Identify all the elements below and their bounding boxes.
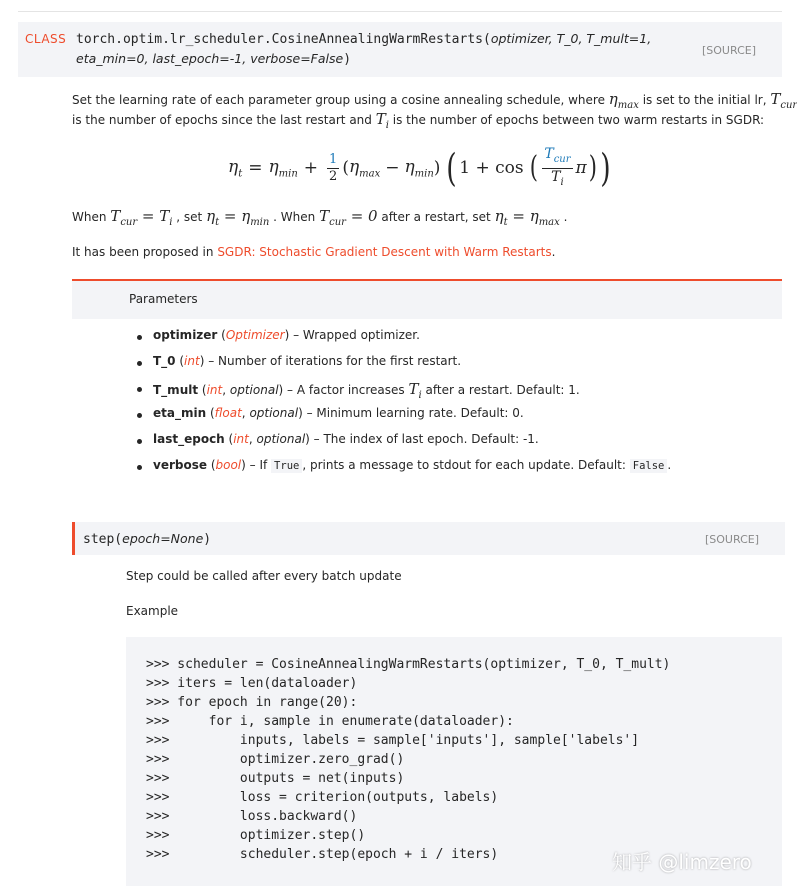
param-item: T_mult (int, optional) – A factor increases $T_i$ after a restart. Default: 1. [137,380,671,406]
eta-t-symbol: $\eta_t = \eta_{min}$ [206,207,270,228]
code-line [146,790,498,805]
t-cur-symbol: $T_{cur} = T_i$ [110,207,173,228]
sgdr-paper-link[interactable]: SGDR: Stochastic Gradient Descent with Warm Restarts [217,245,552,259]
when-line [72,207,567,228]
desc-text: is set to the initial lr, [642,93,767,107]
eta-t-max: $\eta_t = \eta_{max}$ [494,207,560,228]
class-signature [18,22,782,77]
step-description: Step could be called after every batch update [126,569,402,583]
when-text: . [563,210,568,224]
source-link[interactable]: [SOURCE] [701,44,756,57]
step-name [83,531,211,547]
step-source-link[interactable]: [SOURCE] [704,533,759,546]
param-desc: after a restart. Default: 1. [425,383,580,397]
description-line-2 [72,110,764,131]
parameters-list [137,328,671,484]
code-text: >>> loss.backward() [146,809,358,824]
param-desc: Minimum learning rate. Default: 0. [316,406,524,420]
param-item: eta_min (float, optional) – Minimum learning rate. Default: 0. [137,406,671,432]
param-item: T_0 (int) – Number of iterations for the first restart. [137,354,671,380]
code-text: >>> outputs = net(inputs) [146,771,405,786]
code-line [146,695,357,710]
example-label: Example [126,604,179,618]
inline-code: True [271,459,302,473]
proposed-text: It has been proposed in [72,245,214,259]
step-method-signature [72,522,785,555]
param-name: optimizer [153,328,218,342]
code-line [146,771,404,786]
code-text: >>> inputs, labels = sample['inputs'], sample['labels'] [146,733,640,748]
code-text: >>> for epoch in range(20): [146,695,358,710]
t-cur-symbol: $T_{cur}$ [770,90,797,111]
code-line [146,657,670,672]
inline-code: False [630,459,668,473]
param-optional: optional [256,432,306,446]
watermark: 知乎 @limzero [612,850,752,874]
code-text: >>> optimizer.zero_grad() [146,752,405,767]
param-item: optimizer (Optimizer) – Wrapped optimizer. [137,328,671,354]
code-text: >>> iters = len(dataloader) [146,676,358,691]
class-keyword: CLASS [25,32,67,46]
desc-text: is the number of epochs between two warm restarts in SGDR: [392,113,765,127]
code-line [146,714,514,729]
param-type-link[interactable]: Optimizer [225,328,285,342]
code-text: >>> scheduler = CosineAnnealingWarmRestarts(optimizer, T_0, T_mult) [146,657,671,672]
param-name: eta_min [153,406,207,420]
description-line-1 [72,90,797,111]
param-type-link[interactable]: int [184,354,200,368]
parameters-header [72,279,782,319]
param-optional: optional [249,406,299,420]
param-name: T_0 [153,354,176,368]
cosine-formula: $\eta_t$ = $\eta_{min}$ + $\frac{1}{2}$ ( $\eta_{max}$ − $\eta_{min}$ ) ( 1 + cos ( $\frac{T_{cur}}{T_i}$ π ) ) [228,145,612,190]
when-text: When [72,210,107,224]
param-type-link[interactable]: int [233,432,249,446]
signature-params-2: eta_min=0, last_epoch=-1, verbose=False [76,51,344,66]
desc-text: Set the learning rate of each parameter group using a cosine annealing schedule, where [72,93,605,107]
param-desc: . [667,458,672,472]
method-params: epoch=None [122,531,204,546]
param-name: T_mult [153,383,199,397]
code-text: >>> loss = criterion(outputs, labels) [146,790,499,805]
t-i-symbol: $T_i$ [408,380,422,401]
top-divider [18,11,782,12]
code-line [146,828,365,843]
code-text: >>> optimizer.step() [146,828,366,843]
param-name: last_epoch [153,432,225,446]
proposed-text: . [551,245,556,259]
code-line [146,809,357,824]
param-optional: optional [229,383,279,397]
eta-max-symbol: $\eta_{max}$ [608,90,639,111]
code-line [146,733,639,748]
code-line [146,676,357,691]
param-desc: A factor increases [296,383,405,397]
t-i-symbol: $T_i$ [375,110,389,131]
code-text: >>> scheduler.step(epoch + i / iters) [146,847,499,862]
signature-params-1: optimizer, T_0, T_mult=1, [490,31,652,46]
param-desc: , prints a message to stdout for each update. Default: [302,458,626,472]
t-cur-zero: $T_{cur} = 0$ [319,207,378,228]
param-desc: The index of last epoch. Default: -1. [323,432,539,446]
signature-line-2 [76,51,351,67]
param-item: last_epoch (int, optional) – The index of last epoch. Default: -1. [137,432,671,458]
code-line [146,847,498,862]
param-type-link[interactable]: int [206,383,223,397]
param-desc: Wrapped optimizer. [302,328,420,342]
signature-line-1 [76,31,651,47]
param-type-link[interactable]: bool [215,458,242,472]
when-text: , set [176,210,203,224]
param-name: verbose [153,458,207,472]
desc-text: is the number of epochs since the last restart and [72,113,372,127]
when-text: . When [273,210,316,224]
when-text: after a restart, set [381,210,491,224]
proposed-line [72,245,555,259]
class-name: torch.optim.lr_scheduler.CosineAnnealingWarmRestarts( [76,32,491,47]
parameters-title: Parameters [129,292,198,306]
method-close: ) [203,532,212,547]
param-item: verbose (bool) – If True , prints a message to stdout for each update. Default: False . [137,458,671,484]
signature-close: ) [343,52,352,67]
param-desc: If [259,458,268,472]
param-desc: Number of iterations for the first restart. [218,354,462,368]
code-line [146,752,404,767]
code-text: >>> for i, sample in enumerate(dataloader): [146,714,514,729]
param-type-link[interactable]: float [214,406,242,420]
method-name: step( [83,532,123,547]
